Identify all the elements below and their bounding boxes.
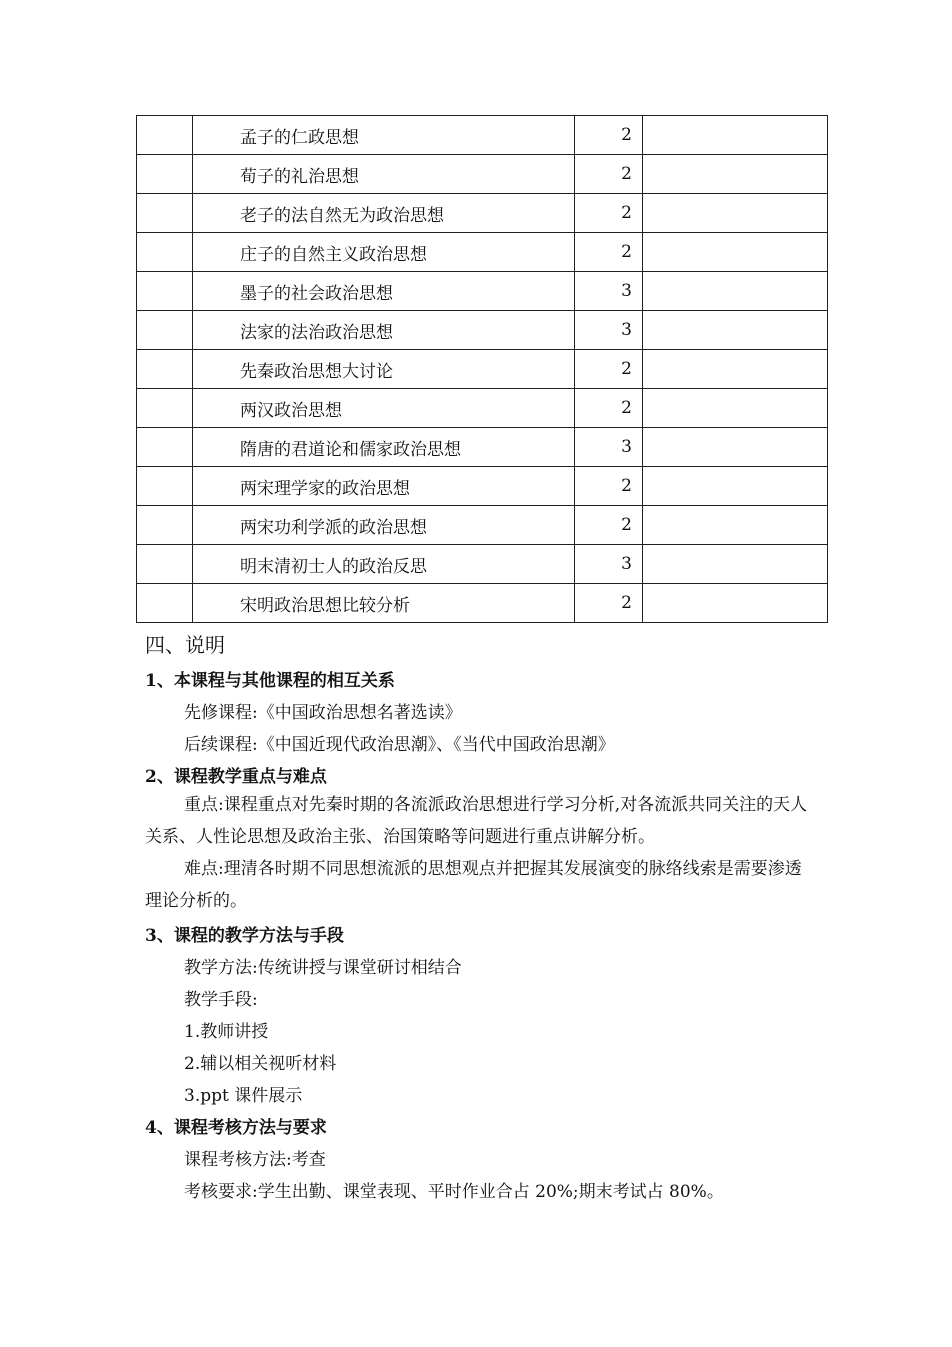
table-row <box>137 194 828 233</box>
table-body <box>137 116 828 623</box>
topic-cell: 明末清初士人的政治反思 <box>193 545 575 584</box>
row-index-cell <box>137 545 193 584</box>
row-index-cell <box>137 311 193 350</box>
hours-cell: 2 <box>575 350 643 389</box>
row-index-cell <box>137 155 193 194</box>
row-index-cell <box>137 428 193 467</box>
hours-cell: 2 <box>575 194 643 233</box>
topic-cell: 庄子的自然主义政治思想 <box>193 233 575 272</box>
notes-cell <box>643 467 828 506</box>
teaching-means-item: 1.教师讲授 <box>184 1022 269 1042</box>
topic-cell: 墨子的社会政治思想 <box>193 272 575 311</box>
topic-cell: 先秦政治思想大讨论 <box>193 350 575 389</box>
hours-cell: 2 <box>575 467 643 506</box>
focus-paragraph: 重点:课程重点对先秦时期的各流派政治思想进行学习分析,对各流派共同关注的天人关系、人性论思想及政治主张、治国策略等问题进行重点讲解分析。 <box>145 795 808 847</box>
hours-cell: 3 <box>575 272 643 311</box>
teaching-means-item: 3.ppt 课件展示 <box>184 1086 303 1106</box>
notes-cell <box>643 350 828 389</box>
course-topics-table <box>136 115 828 623</box>
notes-cell <box>643 311 828 350</box>
topic-cell: 老子的法自然无为政治思想 <box>193 194 575 233</box>
follow-up-courses: 后续课程:《中国近现代政治思潮》、《当代中国政治思潮》 <box>184 735 615 755</box>
prerequisite-courses: 先修课程:《中国政治思想名著选读》 <box>184 703 462 723</box>
table-row <box>137 389 828 428</box>
teaching-method: 教学方法:传统讲授与课堂研讨相结合 <box>184 958 462 978</box>
hours-cell: 2 <box>575 584 643 623</box>
topic-cell: 两汉政治思想 <box>193 389 575 428</box>
difficulty-paragraph: 难点:理清各时期不同思想流派的思想观点并把握其发展演变的脉络线索是需要渗透理论分析的。 <box>145 859 802 911</box>
notes-cell <box>643 233 828 272</box>
subsection-title-focus: 2、课程教学重点与难点 <box>145 767 327 787</box>
table-row <box>137 272 828 311</box>
table-row <box>137 506 828 545</box>
subsection-title-methods: 3、课程的教学方法与手段 <box>145 926 344 946</box>
table-row <box>137 233 828 272</box>
row-index-cell <box>137 194 193 233</box>
hours-cell: 3 <box>575 545 643 584</box>
hours-cell: 2 <box>575 506 643 545</box>
hours-cell: 2 <box>575 116 643 155</box>
subsection-title-assessment: 4、课程考核方法与要求 <box>145 1118 327 1138</box>
row-index-cell <box>137 272 193 311</box>
row-index-cell <box>137 506 193 545</box>
section-title: 四、说明 <box>145 633 225 657</box>
table-row <box>137 545 828 584</box>
table-row <box>137 311 828 350</box>
topic-cell: 两宋理学家的政治思想 <box>193 467 575 506</box>
hours-cell: 2 <box>575 155 643 194</box>
topic-cell: 荀子的礼治思想 <box>193 155 575 194</box>
row-index-cell <box>137 350 193 389</box>
table-row <box>137 155 828 194</box>
notes-cell <box>643 428 828 467</box>
teaching-means-label: 教学手段: <box>184 990 258 1010</box>
assessment-requirement: 考核要求:学生出勤、课堂表现、平时作业合占 20%;期末考试占 80%。 <box>184 1182 724 1202</box>
teaching-means-item: 2.辅以相关视听材料 <box>184 1054 337 1074</box>
notes-cell <box>643 389 828 428</box>
table-row <box>137 584 828 623</box>
hours-cell: 2 <box>575 233 643 272</box>
subsection-title-relations: 1、本课程与其他课程的相互关系 <box>145 671 395 691</box>
topic-cell: 法家的法治政治思想 <box>193 311 575 350</box>
hours-cell: 2 <box>575 389 643 428</box>
row-index-cell <box>137 233 193 272</box>
topic-cell: 宋明政治思想比较分析 <box>193 584 575 623</box>
topic-cell: 两宋功利学派的政治思想 <box>193 506 575 545</box>
notes-cell <box>643 506 828 545</box>
notes-cell <box>643 272 828 311</box>
notes-cell <box>643 194 828 233</box>
notes-cell <box>643 545 828 584</box>
row-index-cell <box>137 116 193 155</box>
hours-cell: 3 <box>575 311 643 350</box>
hours-cell: 3 <box>575 428 643 467</box>
topic-cell: 隋唐的君道论和儒家政治思想 <box>193 428 575 467</box>
notes-cell <box>643 584 828 623</box>
topic-cell: 孟子的仁政思想 <box>193 116 575 155</box>
table-row <box>137 116 828 155</box>
table-row <box>137 428 828 467</box>
notes-cell <box>643 116 828 155</box>
assessment-method: 课程考核方法:考查 <box>184 1150 326 1170</box>
notes-cell <box>643 155 828 194</box>
table-row <box>137 350 828 389</box>
row-index-cell <box>137 584 193 623</box>
row-index-cell <box>137 467 193 506</box>
table-row <box>137 467 828 506</box>
row-index-cell <box>137 389 193 428</box>
